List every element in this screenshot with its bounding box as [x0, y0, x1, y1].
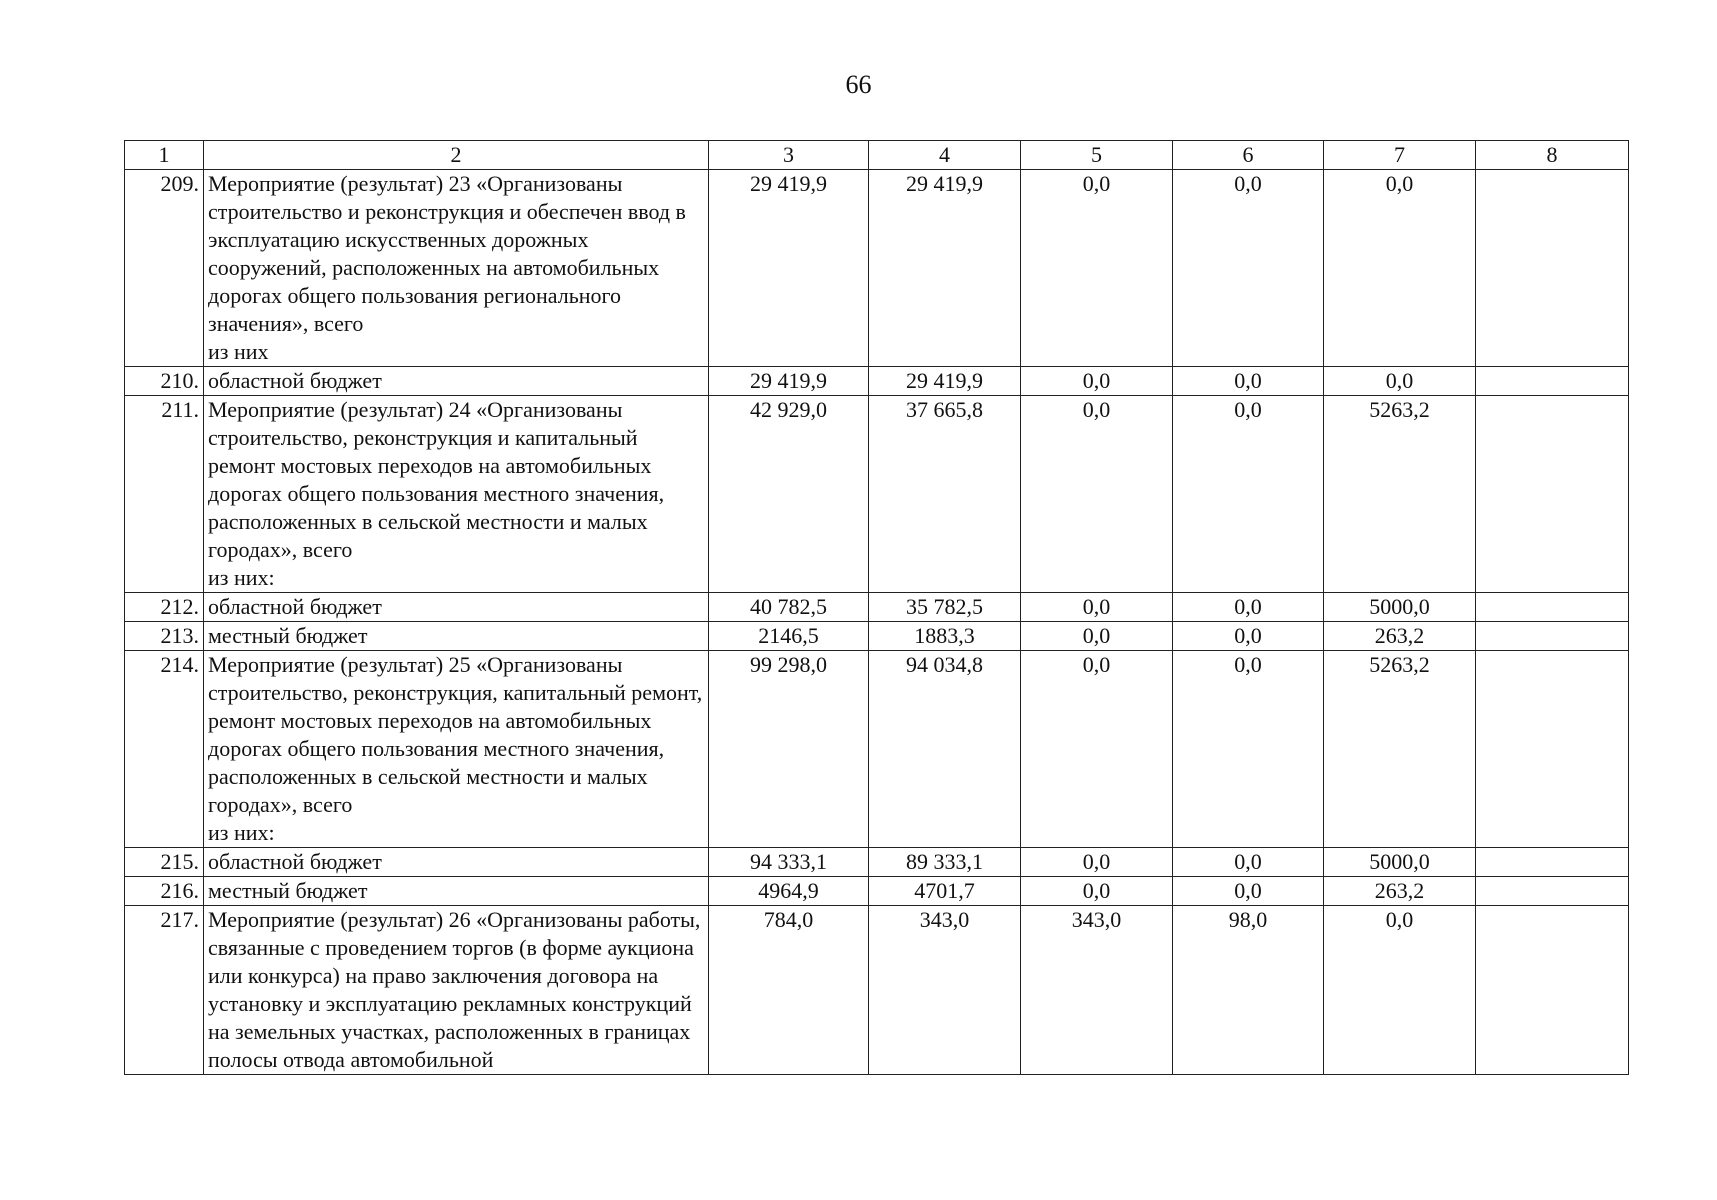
row-description	[204, 396, 709, 593]
row-description	[204, 651, 709, 848]
value-cell-col5: 0,0	[1021, 593, 1173, 622]
value-cell-col5: 0,0	[1021, 848, 1173, 877]
value-cell-col7: 5263,2	[1324, 651, 1476, 848]
value-cell-col6: 0,0	[1173, 848, 1324, 877]
value-cell-col4: 37 665,8	[869, 396, 1021, 593]
page-number: 66	[845, 70, 872, 99]
value-cell-col7: 0,0	[1324, 367, 1476, 396]
value-cell-col8	[1476, 877, 1629, 906]
row-name: областной бюджет	[204, 848, 709, 877]
value-cell-col3: 94 333,1	[709, 848, 869, 877]
value-cell-col6: 0,0	[1173, 170, 1324, 367]
value-cell-col4: 4701,7	[869, 877, 1021, 906]
row-name: Мероприятие (результат) 25 «Организованы строительство, реконструкция, капитальный ремонт, ремонт мостовых переходов на автомобильных дорогах общего пользования местного значения, расположенных в сельской местности и малых городах», всего	[208, 652, 703, 817]
value-cell-col7: 5263,2	[1324, 396, 1476, 593]
table-row	[125, 651, 1629, 848]
row-number: 212.	[125, 593, 204, 622]
value-cell-col7: 5000,0	[1324, 593, 1476, 622]
value-cell-col3: 2146,5	[709, 622, 869, 651]
row-number: 216.	[125, 877, 204, 906]
row-number: 209.	[125, 170, 204, 367]
table-row	[125, 622, 1629, 651]
value-cell-col4: 94 034,8	[869, 651, 1021, 848]
row-number: 214.	[125, 651, 204, 848]
header-cell: 4	[869, 141, 1021, 170]
header-cell: 7	[1324, 141, 1476, 170]
value-cell-col5: 0,0	[1021, 877, 1173, 906]
table-row	[125, 877, 1629, 906]
value-cell-col4: 89 333,1	[869, 848, 1021, 877]
row-name: Мероприятие (результат) 23 «Организованы строительство и реконструкция и обеспечен ввод в эксплуатацию искусственных дорожных сооружений, расположенных на автомобильных дорогах общего пользования регионального значения», всего	[208, 171, 686, 336]
value-cell-col6: 0,0	[1173, 396, 1324, 593]
value-cell-col5: 0,0	[1021, 170, 1173, 367]
value-cell-col8	[1476, 651, 1629, 848]
value-cell-col3: 40 782,5	[709, 593, 869, 622]
value-cell-col7: 5000,0	[1324, 848, 1476, 877]
row-number: 217.	[125, 906, 204, 1075]
row-name: Мероприятие (результат) 26 «Организованы работы, связанные с проведением торгов (в форме аукциона или конкурса) на право заключения договора на установку и эксплуатацию рекламных конструкций на земельных участках, расположенных в границах полосы отвода автомобильной	[204, 906, 709, 1075]
value-cell-col3: 784,0	[709, 906, 869, 1075]
value-cell-col6: 0,0	[1173, 622, 1324, 651]
value-cell-col6: 98,0	[1173, 906, 1324, 1075]
table-row	[125, 396, 1629, 593]
row-name: Мероприятие (результат) 24 «Организованы строительство, реконструкция и капитальный ремонт мостовых переходов на автомобильных дорогах общего пользования местного значения, расположенных в сельской местности и малых городах», всего	[208, 397, 665, 562]
value-cell-col8	[1476, 848, 1629, 877]
table-row	[125, 593, 1629, 622]
header-cell: 3	[709, 141, 869, 170]
value-cell-col5: 0,0	[1021, 651, 1173, 848]
row-name: местный бюджет	[204, 877, 709, 906]
row-name: местный бюджет	[204, 622, 709, 651]
value-cell-col3: 29 419,9	[709, 170, 869, 367]
value-cell-col5: 343,0	[1021, 906, 1173, 1075]
value-cell-col4: 29 419,9	[869, 367, 1021, 396]
row-name: областной бюджет	[204, 593, 709, 622]
value-cell-col8	[1476, 170, 1629, 367]
value-cell-col5: 0,0	[1021, 367, 1173, 396]
header-cell: 8	[1476, 141, 1629, 170]
table-row	[125, 367, 1629, 396]
value-cell-col6: 0,0	[1173, 593, 1324, 622]
value-cell-col7: 263,2	[1324, 877, 1476, 906]
value-cell-col4: 35 782,5	[869, 593, 1021, 622]
row-description	[204, 170, 709, 367]
row-note: из них	[208, 339, 269, 364]
row-number: 215.	[125, 848, 204, 877]
value-cell-col6: 0,0	[1173, 877, 1324, 906]
row-number: 210.	[125, 367, 204, 396]
table-row	[125, 848, 1629, 877]
value-cell-col7: 0,0	[1324, 906, 1476, 1075]
value-cell-col8	[1476, 593, 1629, 622]
value-cell-col5: 0,0	[1021, 622, 1173, 651]
header-cell: 2	[204, 141, 709, 170]
value-cell-col8	[1476, 396, 1629, 593]
header-cell: 1	[125, 141, 204, 170]
value-cell-col8	[1476, 622, 1629, 651]
header-cell: 6	[1173, 141, 1324, 170]
row-note: из них:	[208, 565, 275, 590]
value-cell-col7: 0,0	[1324, 170, 1476, 367]
row-name: областной бюджет	[204, 367, 709, 396]
row-note: из них:	[208, 820, 275, 845]
table-row	[125, 170, 1629, 367]
value-cell-col8	[1476, 367, 1629, 396]
row-number: 211.	[125, 396, 204, 593]
value-cell-col8	[1476, 906, 1629, 1075]
value-cell-col6: 0,0	[1173, 367, 1324, 396]
value-cell-col7: 263,2	[1324, 622, 1476, 651]
value-cell-col5: 0,0	[1021, 396, 1173, 593]
value-cell-col3: 4964,9	[709, 877, 869, 906]
budget-table	[124, 140, 1629, 1075]
row-number: 213.	[125, 622, 204, 651]
value-cell-col3: 42 929,0	[709, 396, 869, 593]
value-cell-col4: 1883,3	[869, 622, 1021, 651]
value-cell-col4: 29 419,9	[869, 170, 1021, 367]
table-row	[125, 906, 1629, 1075]
value-cell-col4: 343,0	[869, 906, 1021, 1075]
value-cell-col6: 0,0	[1173, 651, 1324, 848]
value-cell-col3: 99 298,0	[709, 651, 869, 848]
header-row	[125, 141, 1629, 170]
header-cell: 5	[1021, 141, 1173, 170]
value-cell-col3: 29 419,9	[709, 367, 869, 396]
